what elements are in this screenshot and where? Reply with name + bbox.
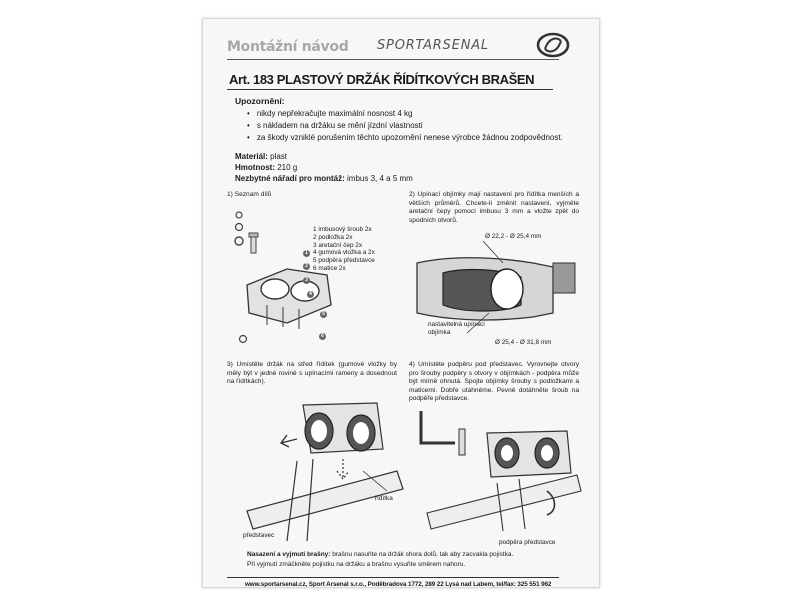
- bag-mount-note-label: Nasazení a vyjmutí brašny:: [247, 551, 331, 558]
- footer-contact: www.sportarsenal.cz, Sport Arsenal s.r.o., Poděbradova 1772, 289 22 Lysá nad Labem, tel/fax: 325 551 962: [245, 581, 552, 588]
- header-divider: [227, 59, 559, 60]
- part-item: 4 gumová vložka a 2x: [313, 249, 375, 257]
- warnings-heading: Upozornění:: [235, 96, 285, 106]
- spec-material-label: Materiál:: [235, 152, 268, 161]
- spec-material-value: plast: [267, 152, 288, 161]
- instruction-sheet: [202, 18, 600, 588]
- footer-divider: [227, 577, 559, 578]
- mount-support-illustration: [407, 403, 583, 531]
- part-marker-4: 4: [307, 291, 314, 298]
- bag-mount-note: [247, 551, 513, 558]
- mount-handlebar-illustration: [227, 391, 407, 541]
- step2-dim-top: Ø 22,2 - Ø 25,4 mm: [485, 233, 542, 240]
- part-marker-1: 1: [303, 250, 310, 257]
- part-item: 1 imbusový šroub 2x: [313, 226, 372, 233]
- spec-tools: [235, 174, 413, 183]
- spec-tools-label: Nezbytné nářadí pro montáž:: [235, 174, 345, 183]
- parts-illustration: [227, 205, 375, 345]
- step1-title: 1) Seznam dílů: [227, 191, 272, 198]
- spec-weight: [235, 163, 297, 172]
- step3-stem-label: představec: [243, 532, 275, 539]
- part-item: 3 aretační čep 2x: [313, 241, 363, 249]
- spec-weight-value: 210 g: [275, 163, 298, 172]
- title-divider: [227, 89, 553, 90]
- step2-text: 2) Upínací objímky mají nastavení pro řídítka menších a větších průměrů. Chcete-li změnit nastavení, vyjměte aretační čepy pomocí imbusu 3 mm a vložte zpět do spodních otvorů.: [409, 191, 579, 224]
- warnings-list: [247, 108, 563, 144]
- step4-text: 4) Umístěte podpěru pod představec. Vyrovnejte otvory pro šrouby podpěry s otvory v objímkách - podpěra může být mírně ohnutá. Spojte objímky šrouby s podložkami a maticemi. Dobře utáhněme. Pevně dotáhněte šroub na podpěře představce.: [409, 361, 579, 403]
- warning-item: • nikdy nepřekračujte maximální nosnost 4 kg: [247, 108, 563, 120]
- part-marker-5: 5: [320, 311, 327, 318]
- step2-clamp-label: nastavitelná upínací objímka: [428, 321, 485, 336]
- step3-text: 3) Umístěte držák na střed řídítek (gumové vložky by měly být v jedné rovině s upínacími rameny a dosednout na řídítkách).: [227, 361, 397, 386]
- spec-material: [235, 152, 287, 161]
- document-header-title: Montážní návod: [227, 39, 349, 55]
- warning-item: • s nákladem na držáku se mění jízdní vlastnosti: [247, 120, 563, 132]
- part-marker-6: 6: [319, 333, 326, 340]
- brand-logo-icon: [535, 31, 571, 59]
- part-item: 5 podpěra představce: [313, 257, 375, 265]
- spec-tools-value: imbus 3, 4 a 5 mm: [344, 174, 413, 183]
- article-title: Art. 183 PLASTOVÝ DRŽÁK ŘÍDÍTKOVÝCH BRAŠEN: [229, 72, 535, 87]
- step3-handlebar-label: řídítka: [375, 495, 393, 502]
- step4-support-label: podpěra představce: [499, 539, 556, 546]
- brand-name: SPORTARSENAL: [377, 38, 489, 53]
- bag-mount-note-text: brašnu nasuňte na držák shora dolů, tak aby zacvakla pojistka.: [330, 551, 514, 558]
- part-marker-2: 2: [303, 263, 310, 270]
- part-marker-3: 3: [303, 277, 310, 284]
- warning-item: • za škody vzniklé porušením těchto upozornění nenese výrobce žádnou zodpovědnost.: [247, 132, 563, 144]
- part-item: 6 matice 2x: [313, 264, 346, 272]
- part-item: 2 podložka 2x: [313, 233, 353, 241]
- spec-weight-label: Hmotnost:: [235, 163, 275, 172]
- step2-dim-bottom: Ø 25,4 - Ø 31,8 mm: [495, 339, 552, 346]
- bag-remove-note: Při vyjmutí zmáčkněte pojistku na držáku a brašnu vysuňte směrem nahoru.: [247, 561, 466, 568]
